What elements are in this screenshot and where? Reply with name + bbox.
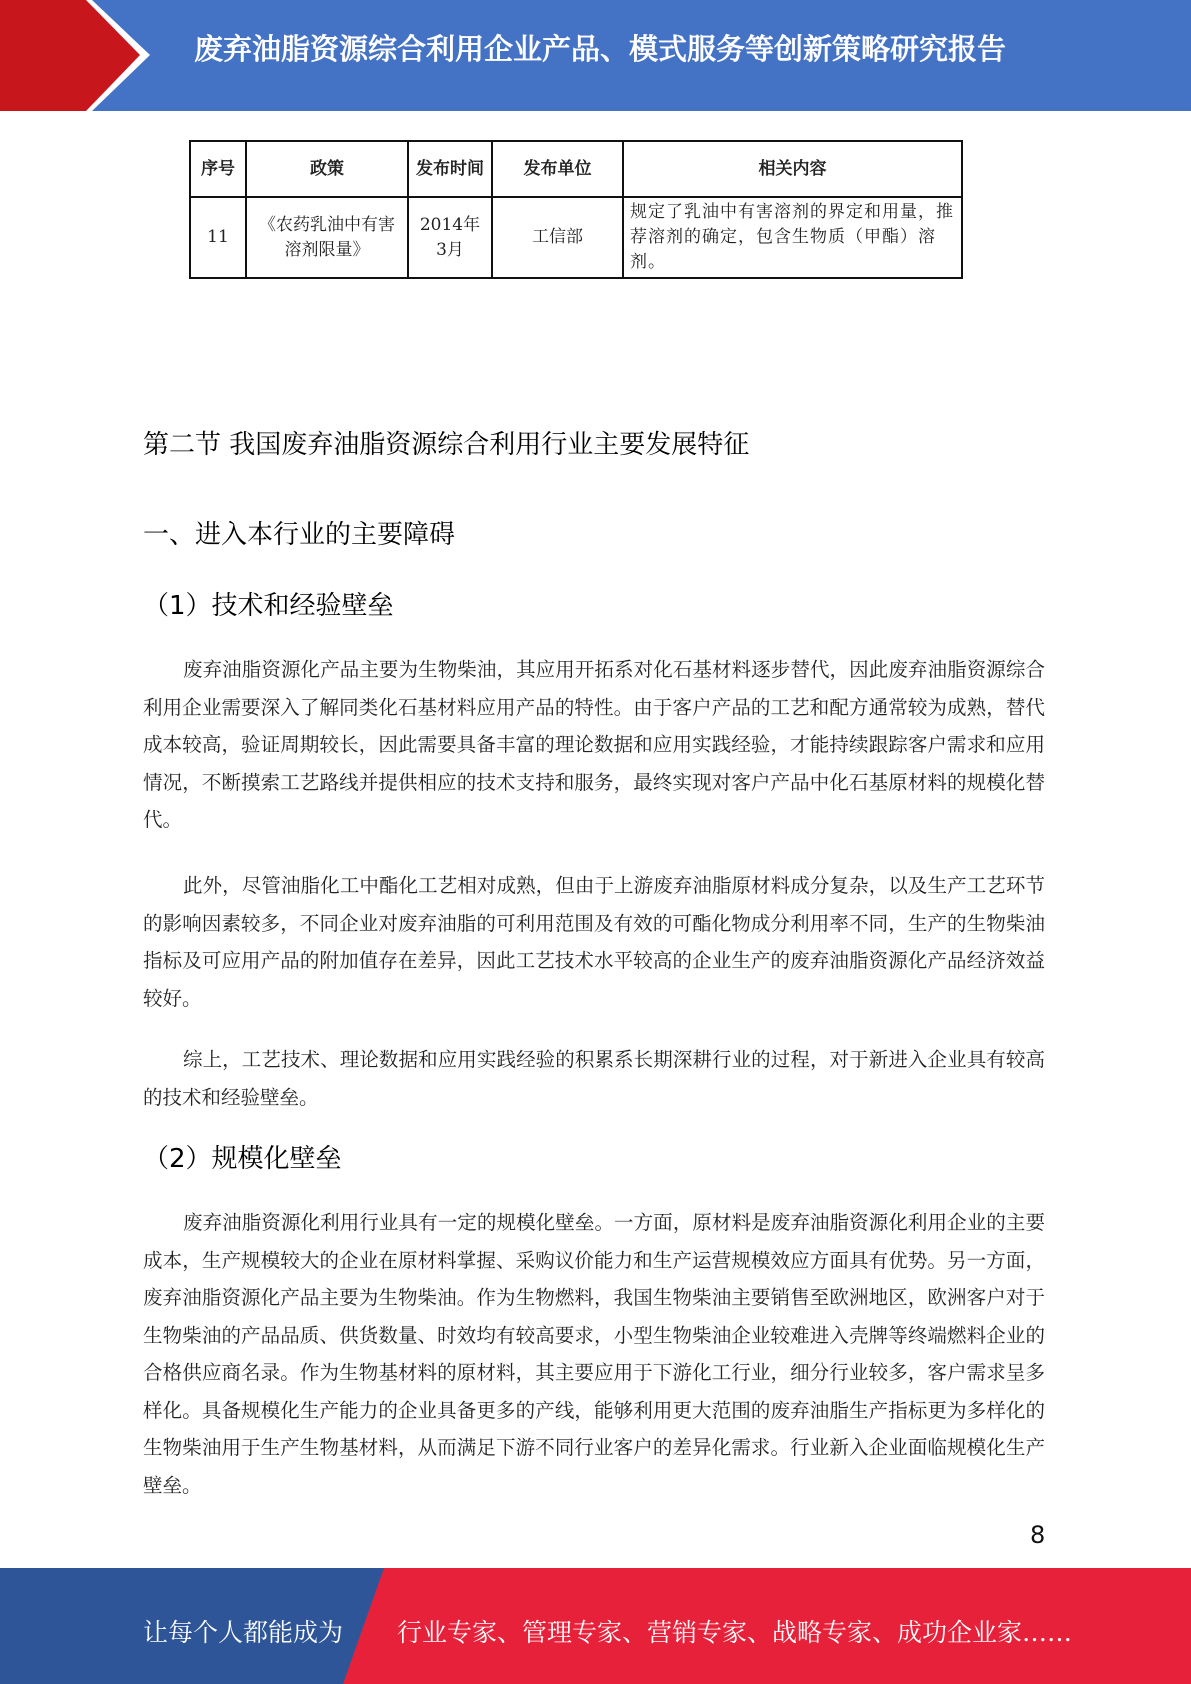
footer-slogan-left: 让每个人都能成为 — [143, 1618, 344, 1647]
subsection-title-scale: （2）规模化壁垒 — [143, 1144, 342, 1174]
header-band — [0, 0, 1191, 111]
header-title: 废弃油脂资源综合利用企业产品、模式服务等创新策略研究报告 — [193, 32, 1006, 66]
paragraph: 废弃油脂资源化利用行业具有一定的规模化壁垒。一方面，原材料是废弃油脂资源化利用企业的主要成本，生产规模较大的企业在原材料掌握、采购议价能力和生产运营规模效应方面具有优势。另一方面，废弃油脂资源化产品主要为生物柴油。作为生物燃料，我国生物柴油主要销售至欧洲地区，欧洲客户对于生物柴油的产品品质、供货数量、时效均有较高要求，小型生物柴油企业较难进入壳牌等终端燃料企业的合格供应商名录。作为生物基材料的原材料，其主要应用于下游化工行业，细分行业较多，客户需求呈多样化。具备规模化生产能力的企业具备更多的产线，能够利用更大范围的废弃油脂生产指标更为多样化的生物柴油用于生产生物基材料，从而满足下游不同行业客户的差异化需求。行业新入企业面临规模化生产壁垒。 — [143, 1211, 1045, 1497]
header-cell-content: 相关内容 — [623, 141, 962, 197]
header-cell-date: 发布时间 — [408, 141, 492, 197]
table-header-row — [190, 141, 962, 197]
paragraph: 此外，尽管油脂化工中酯化工艺相对成熟，但由于上游废弃油脂原材料成分复杂，以及生产工艺环节的影响因素较多，不同企业对废弃油脂的可利用范围及有效的可酯化物成分利用率不同，生产的生物柴油指标及可应用产品的附加值存在差异，因此工艺技术水平较高的企业生产的废弃油脂资源化产品经济效益较好。 — [143, 874, 1045, 1010]
cell-policy: 《农药乳油中有害溶剂限量》 — [246, 197, 408, 278]
cell-date: 2014年3月 — [408, 197, 492, 278]
section-title: 第二节 我国废弃油脂资源综合利用行业主要发展特征 — [143, 430, 750, 460]
header-cell-no: 序号 — [190, 141, 246, 197]
footer-slogan-right: 行业专家、管理专家、营销专家、战略专家、成功企业家…… — [397, 1618, 1073, 1647]
subsection-title-technology: （1）技术和经验壁垒 — [143, 591, 394, 621]
header-cell-policy: 政策 — [246, 141, 408, 197]
cell-content: 规定了乳油中有害溶剂的界定和用量，推荐溶剂的确定，包含生物质（甲酯）溶剂。 — [623, 197, 962, 278]
table-row — [190, 197, 962, 278]
chapter-title: 一、进入本行业的主要障碍 — [143, 520, 456, 550]
cell-issuer: 工信部 — [492, 197, 623, 278]
paragraph: 综上，工艺技术、理论数据和应用实践经验的积累系长期深耕行业的过程，对于新进入企业具有较高的技术和经验壁垒。 — [143, 1048, 1045, 1109]
paragraph: 废弃油脂资源化产品主要为生物柴油，其应用开拓系对化石基材料逐步替代，因此废弃油脂资源综合利用企业需要深入了解同类化石基材料应用产品的特性。由于客户产品的工艺和配方通常较为成熟，替代成本较高，验证周期较长，因此需要具备丰富的理论数据和应用实践经验，才能持续跟踪客户需求和应用情况，不断摸索工艺路线并提供相应的技术支持和服务，最终实现对客户产品中化石基原材料的规模化替代。 — [143, 658, 1045, 831]
cell-no: 11 — [190, 197, 246, 278]
header-cell-issuer: 发布单位 — [492, 141, 623, 197]
footer-band — [0, 1568, 1191, 1684]
page-number: 8 — [1030, 1521, 1046, 1549]
policy-table — [189, 140, 963, 279]
